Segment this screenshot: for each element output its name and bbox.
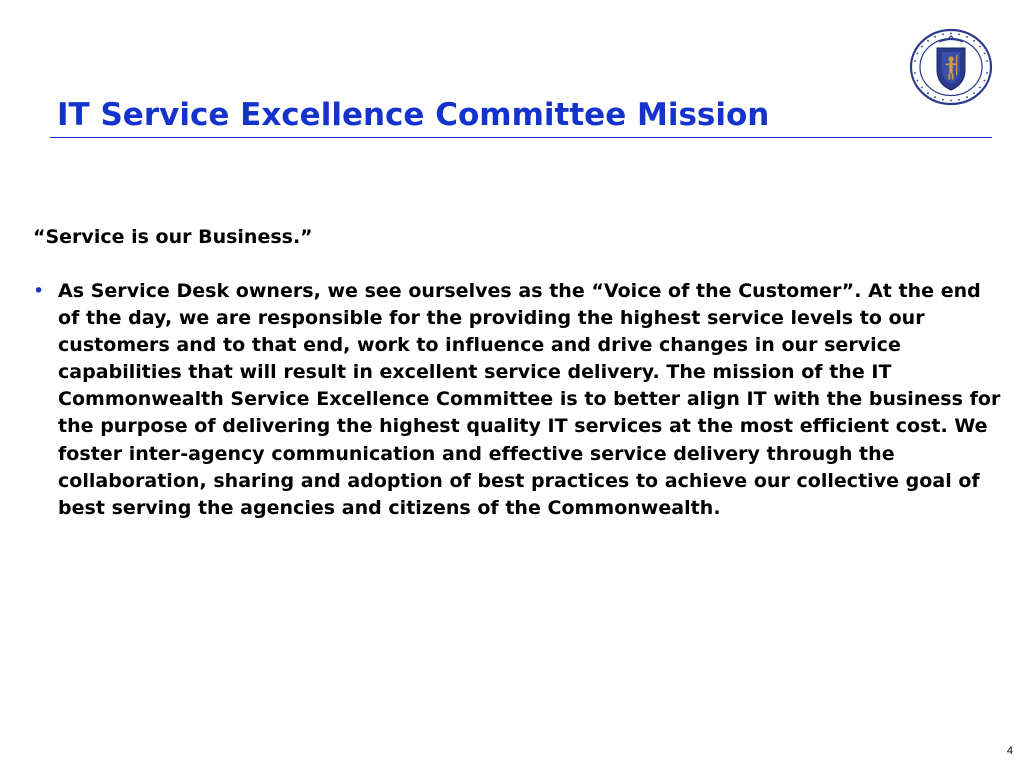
title-divider [50, 137, 992, 138]
bullet-marker: • [33, 280, 45, 302]
page-number: 4 [1006, 745, 1013, 757]
slide-title: IT Service Excellence Committee Mission [57, 97, 770, 133]
massachusetts-seal-icon [909, 28, 993, 106]
slide-quote: “Service is our Business.” [33, 226, 313, 248]
bullet-text: As Service Desk owners, we see ourselves as the “Voice of the Customer”. At the end of the day, we are responsible for the providing the highest service levels to our customers and to that end, work to influence and drive changes in our service capabilities that will result in excellent service delivery. The mission of the IT Commonwealth Service Excellence Committee is to better align IT with the business for the purpose of delivering the highest quality IT services at the most efficient cost. We foster inter-agency communication and effective service delivery through the collaboration, sharing and adoption of best practices to achieve our collective goal of best serving the agencies and citizens of the Commonwealth. [58, 280, 1001, 519]
